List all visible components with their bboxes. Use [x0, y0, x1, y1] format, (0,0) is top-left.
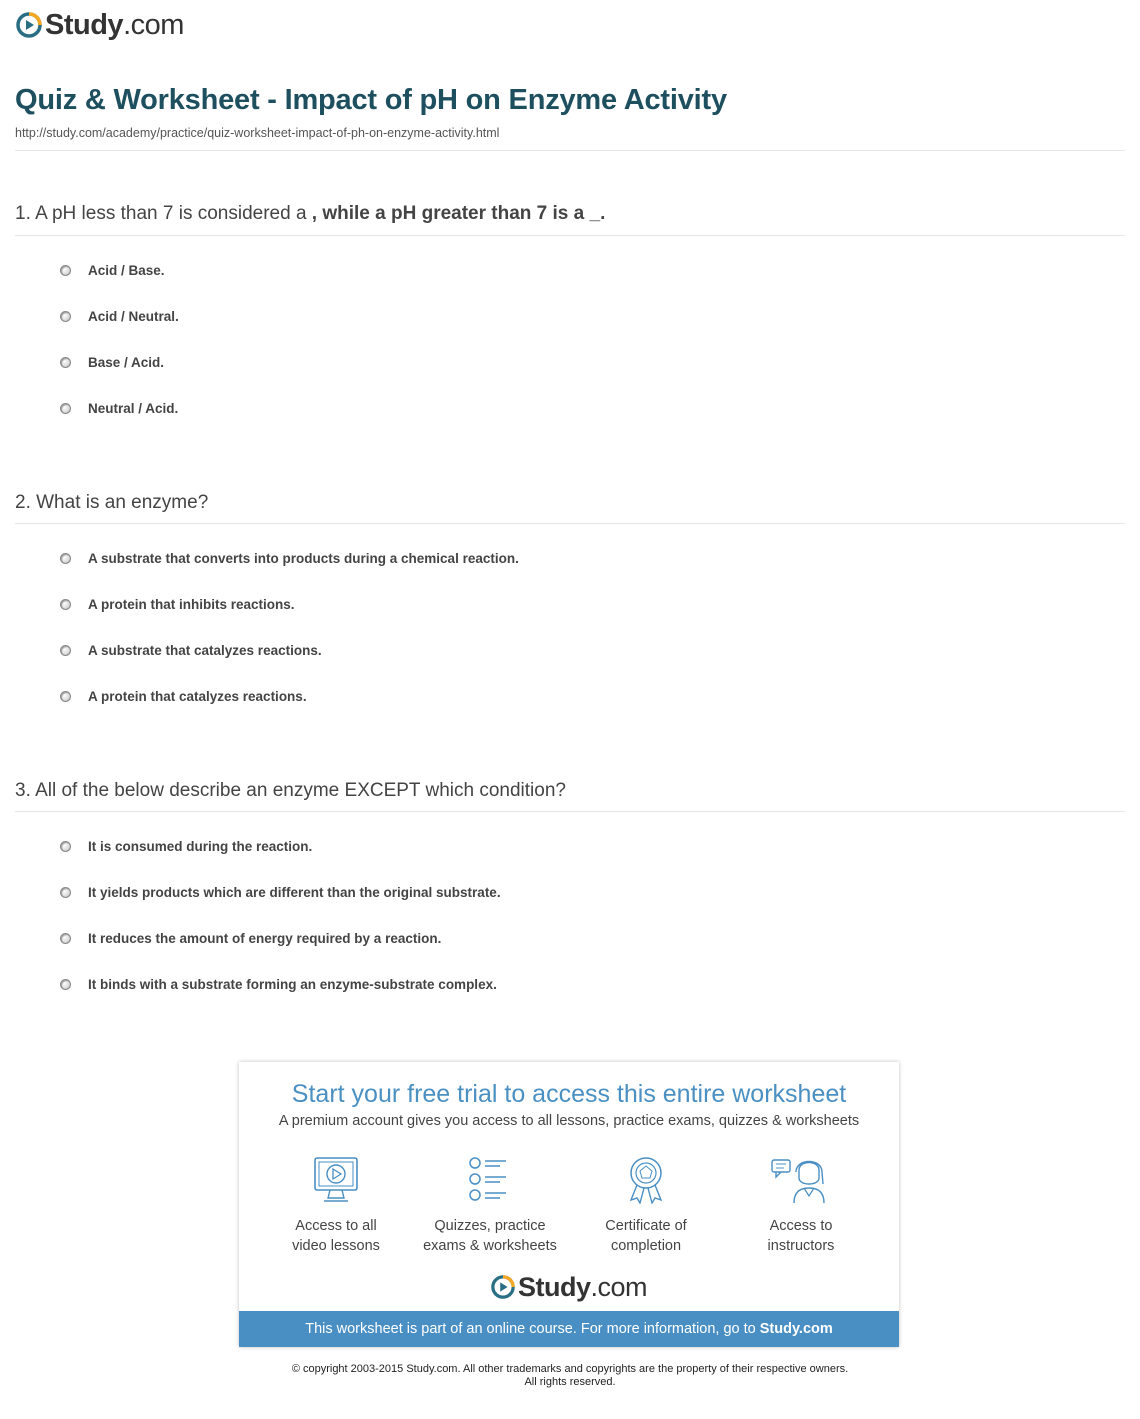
header-divider [15, 150, 1125, 151]
feature-certificate [576, 1156, 716, 1256]
rights-line: All rights reserved. [524, 1376, 616, 1388]
page-url: http://study.com/academy/practice/quiz-worksheet-impact-of-ph-on-enzyme-activity.html [15, 126, 500, 140]
radio-button[interactable] [60, 553, 71, 564]
q1-option-1[interactable]: Acid / Base. [60, 263, 165, 278]
course-info-bar [239, 1311, 899, 1347]
promo-study-logo[interactable] [239, 1272, 899, 1302]
study-logo[interactable] [16, 10, 184, 40]
q1-option-4[interactable]: Neutral / Acid. [60, 401, 178, 416]
quiz-list-icon [464, 1156, 516, 1204]
q2-option-3[interactable]: A substrate that catalyzes reactions. [60, 643, 322, 658]
question-3-divider [15, 811, 1125, 812]
q3-option-3[interactable]: It reduces the amount of energy required by a reaction. [60, 931, 441, 946]
q3-option-4[interactable]: It binds with a substrate forming an enzyme-substrate complex. [60, 977, 497, 992]
question-2: 2. What is an enzyme? [15, 492, 209, 513]
feature-video-lessons [266, 1156, 406, 1256]
study-logo-text: Study.com [45, 9, 184, 41]
q2-option-4[interactable]: A protein that catalyzes reactions. [60, 689, 307, 704]
q1-option-3[interactable]: Base / Acid. [60, 355, 164, 370]
free-trial-promo [239, 1062, 899, 1347]
feature-label-line: Access to all [295, 1218, 377, 1234]
feature-label-line: Certificate of [605, 1218, 687, 1234]
question-2-divider [15, 523, 1125, 524]
q2-option-1[interactable]: A substrate that converts into products during a chemical reaction. [60, 551, 519, 566]
feature-label-line: exams & worksheets [423, 1238, 557, 1254]
radio-button[interactable] [60, 311, 71, 322]
radio-button[interactable] [60, 265, 71, 276]
study-logo-icon [491, 1275, 515, 1299]
radio-button[interactable] [60, 933, 71, 944]
study-logo-text: Study.com [517, 1272, 648, 1302]
radio-button[interactable] [60, 403, 71, 414]
promo-title[interactable]: Start your free trial to access this entire worksheet [291, 1080, 847, 1108]
radio-button[interactable] [60, 599, 71, 610]
video-lesson-icon [310, 1156, 362, 1204]
q1-option-2[interactable]: Acid / Neutral. [60, 309, 179, 324]
course-info-text: This worksheet is part of an online course. For more information, go to [305, 1321, 756, 1337]
radio-button[interactable] [60, 691, 71, 702]
certificate-icon [620, 1156, 672, 1204]
q3-option-1[interactable]: It is consumed during the reaction. [60, 839, 312, 854]
study-logo-icon [16, 12, 42, 38]
feature-label-line: Access to [769, 1218, 833, 1234]
radio-button[interactable] [60, 841, 71, 852]
feature-label-line: video lessons [292, 1238, 380, 1254]
copyright-line: © copyright 2003-2015 Study.com. All other trademarks and copyrights are the property of their respective owners. [291, 1363, 849, 1375]
feature-instructors [731, 1156, 871, 1256]
q2-option-2[interactable]: A protein that inhibits reactions. [60, 597, 295, 612]
copyright-footer [0, 1363, 1140, 1389]
study-link[interactable]: Study.com [759, 1321, 833, 1337]
promo-subtitle: A premium account gives you access to all lessons, practice exams, quizzes & worksheets [278, 1113, 860, 1129]
feature-quizzes [420, 1156, 560, 1256]
q3-option-2[interactable]: It yields products which are different than the original substrate. [60, 885, 501, 900]
question-1-divider [15, 235, 1125, 236]
radio-button[interactable] [60, 887, 71, 898]
question-1: 1. A pH less than 7 is considered a , while a pH greater than 7 is a _. [15, 203, 606, 224]
page-title: Quiz & Worksheet - Impact of pH on Enzyme Activity [15, 84, 727, 116]
feature-label-line: Quizzes, practice [434, 1218, 546, 1234]
question-3: 3. All of the below describe an enzyme EXCEPT which condition? [15, 780, 566, 801]
radio-button[interactable] [60, 357, 71, 368]
radio-button[interactable] [60, 979, 71, 990]
radio-button[interactable] [60, 645, 71, 656]
feature-label-line: instructors [767, 1238, 835, 1254]
feature-label-line: completion [610, 1238, 682, 1254]
instructor-icon [770, 1156, 832, 1204]
